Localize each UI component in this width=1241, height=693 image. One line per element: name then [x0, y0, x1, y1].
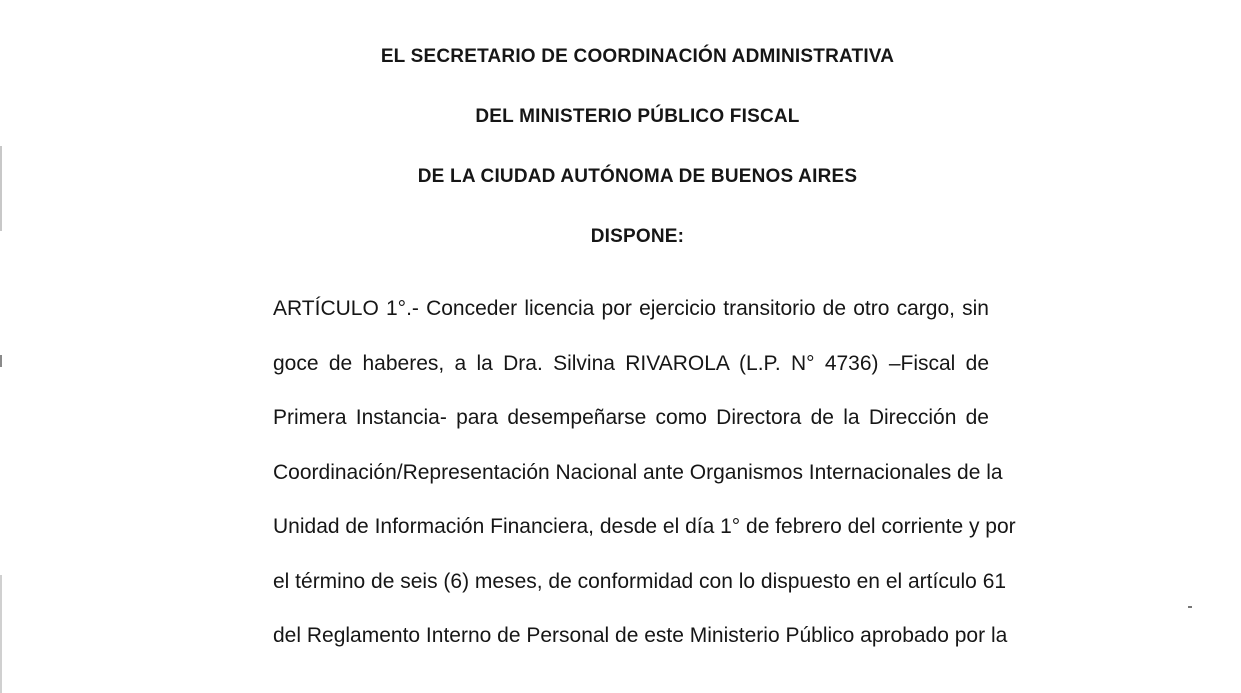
scan-edge-mark [0, 575, 2, 693]
article-line: goce de haberes, a la Dra. Silvina RIVAROLA (L.P. N° 4736) –Fiscal de [273, 351, 989, 375]
article-line: Coordinación/Representación Nacional ante Organismos Internacionales de la [273, 460, 1003, 484]
heading-line-3: DE LA CIUDAD AUTÓNOMA DE BUENOS AIRES [417, 166, 858, 187]
article-line: el término de seis (6) meses, de conformidad con lo dispuesto en el artículo 61 [273, 569, 1007, 593]
article-line: Primera Instancia- para desempeñarse como Directora de la Dirección de [273, 406, 989, 429]
article-1-body [273, 282, 1016, 664]
scan-speck [1188, 606, 1192, 608]
article-line: Unidad de Información Financiera, desde el día 1° de febrero del corriente y por [273, 515, 1016, 538]
heading-line-1: EL SECRETARIO DE COORDINACIÓN ADMINISTRATIVA [380, 46, 895, 67]
scan-edge-mark [0, 355, 2, 367]
article-line: ARTÍCULO 1°.- Conceder licencia por ejercicio transitorio de otro cargo, sin [273, 297, 989, 320]
article-line: del Reglamento Interno de Personal de este Ministerio Público aprobado por la [273, 624, 1008, 647]
heading-line-2: DEL MINISTERIO PÚBLICO FISCAL [475, 106, 800, 127]
scan-edge-mark [0, 146, 2, 231]
heading-dispone: DISPONE: [590, 226, 685, 247]
